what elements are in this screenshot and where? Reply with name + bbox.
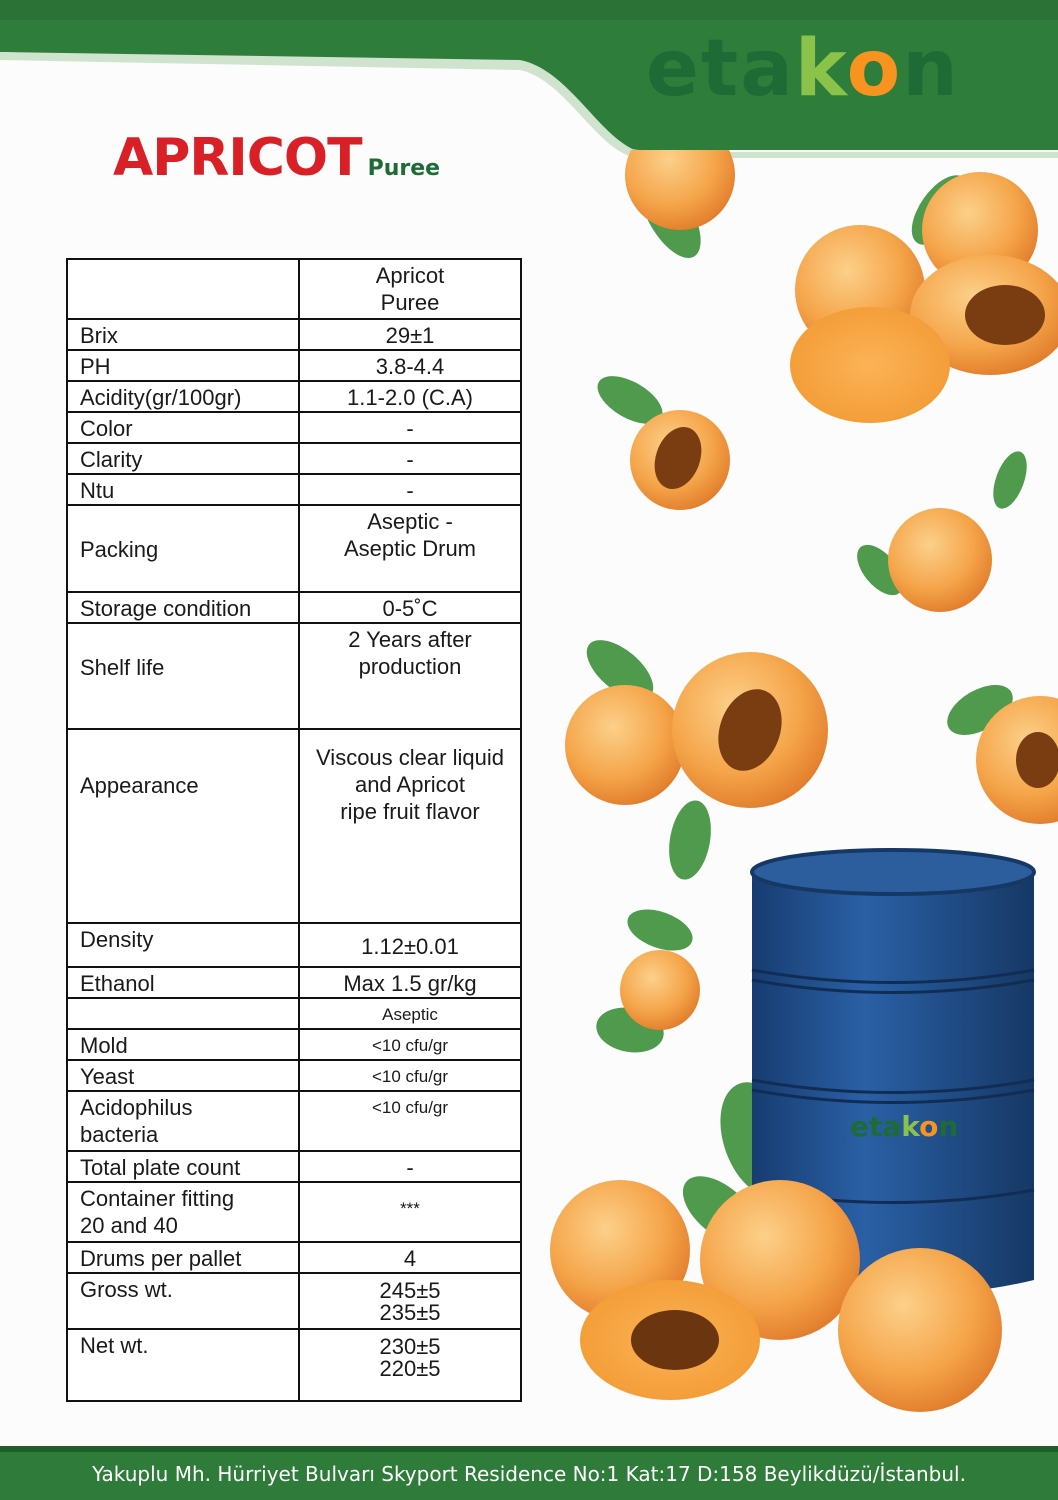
- table-row: Density 1.12±0.01: [67, 923, 521, 967]
- table-header-blank: [67, 259, 299, 319]
- table-header-row: [67, 259, 521, 319]
- table-row: Ntu -: [67, 474, 521, 505]
- table-row: Mold <10 cfu/gr: [67, 1029, 521, 1060]
- table-row: Yeast <10 cfu/gr: [67, 1060, 521, 1091]
- table-header-product: Apricot Puree: [299, 259, 521, 319]
- table-row: Acidity(gr/100gr) 1.1-2.0 (C.A): [67, 381, 521, 412]
- footer-address: Yakuplu Mh. Hürriyet Bulvarı Skyport Residence No:1 Kat:17 D:158 Beylikdüzü/İstanbul.: [92, 1462, 966, 1486]
- apricot-illustration: [540, 150, 1058, 1446]
- table-row: Brix 29±1: [67, 319, 521, 350]
- table-row: Ethanol Max 1.5 gr/kg: [67, 967, 521, 998]
- table-row: Packing Aseptic - Aseptic Drum: [67, 505, 521, 592]
- table-row: Acidophilus bacteria <10 cfu/gr: [67, 1091, 521, 1151]
- barrel-logo: etakon: [850, 1110, 959, 1143]
- table-row: Clarity -: [67, 443, 521, 474]
- title-sub: Puree: [367, 156, 441, 181]
- table-row: Storage condition 0-5˚C: [67, 592, 521, 623]
- table-row: Appearance Viscous clear liquid and Apricot ripe fruit flavor: [67, 729, 521, 923]
- table-row: Drums per pallet 4: [67, 1242, 521, 1273]
- table-row: Net wt. 230±5 220±5: [67, 1329, 521, 1401]
- table-row: PH 3.8-4.4: [67, 350, 521, 381]
- table-row: Gross wt. 245±5 235±5: [67, 1273, 521, 1329]
- table-row: Container fitting 20 and 40 ***: [67, 1182, 521, 1242]
- title-main: APRICOT: [113, 128, 362, 188]
- brand-logo: etakon: [646, 24, 960, 114]
- table-row: Total plate count -: [67, 1151, 521, 1182]
- table-row: Color -: [67, 412, 521, 443]
- table-row: Shelf life 2 Years after production: [67, 623, 521, 729]
- product-title: [113, 128, 440, 188]
- spec-table: [66, 258, 522, 1402]
- table-row: Aseptic: [67, 998, 521, 1029]
